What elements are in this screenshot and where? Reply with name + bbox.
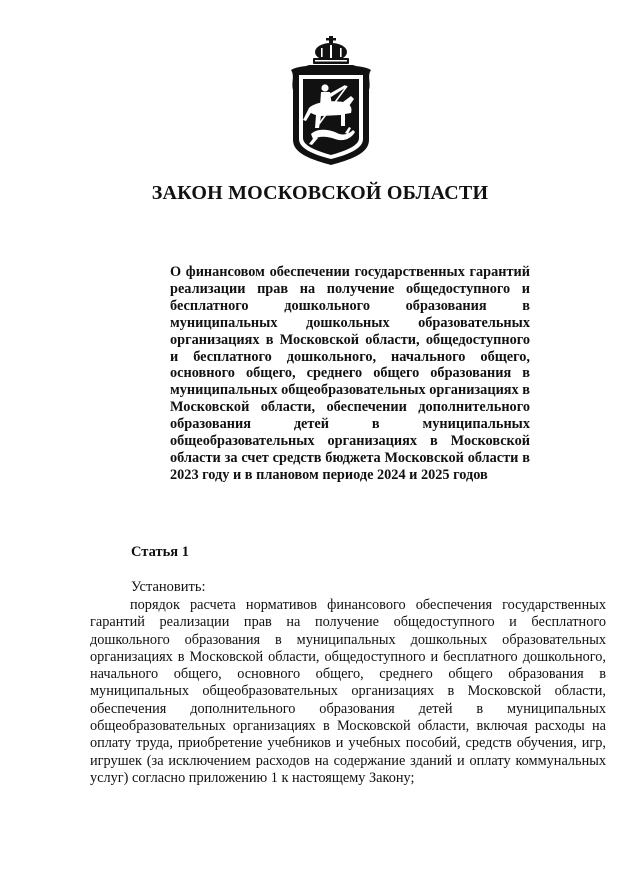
law-title: ЗАКОН МОСКОВСКОЙ ОБЛАСТИ	[151, 182, 489, 204]
coat-of-arms-icon	[285, 36, 377, 166]
establish-text: Установить:	[131, 579, 206, 595]
article-heading: Статья 1	[131, 544, 189, 560]
article-paragraph: порядок расчета нормативов финансового обеспечения государственных гарантий реализации прав на получение общедоступного и бесплатного дошкольного образования в муниципальных дошкольных образовательных организациях в Московской области, общедоступного и бесплатного дошкольного, начального общего, основного общего, среднего общего образования в муниципальных общеобразовательных организациях в Московской области, обеспечения дополнительного образования детей в муниципальных общеобразовательных организациях в Московской области, включая расходы на оплату труда, приобретение учебников и учебных пособий, средств обучения, игр, игрушек (за исключением расходов на содержание зданий и оплату коммунальных услуг) согласно приложению 1 к настоящему Закону;	[90, 597, 606, 786]
law-subject: О финансовом обеспечении государственных гарантий реализации прав на получение общедоступного и бесплатного дошкольного образования в муниципальных дошкольных образовательных организациях в Московской области, общедоступного и бесплатного дошкольного, начального общего, основного общего, среднего общего образования в муниципальных общеобразовательных организациях в Московской области, обеспечении дополнительного образования детей в муниципальных общеобразовательных организациях в Московской области за счет средств бюджета Московской области в 2023 году и в плановом периоде 2024 и 2025 годов	[170, 264, 530, 483]
